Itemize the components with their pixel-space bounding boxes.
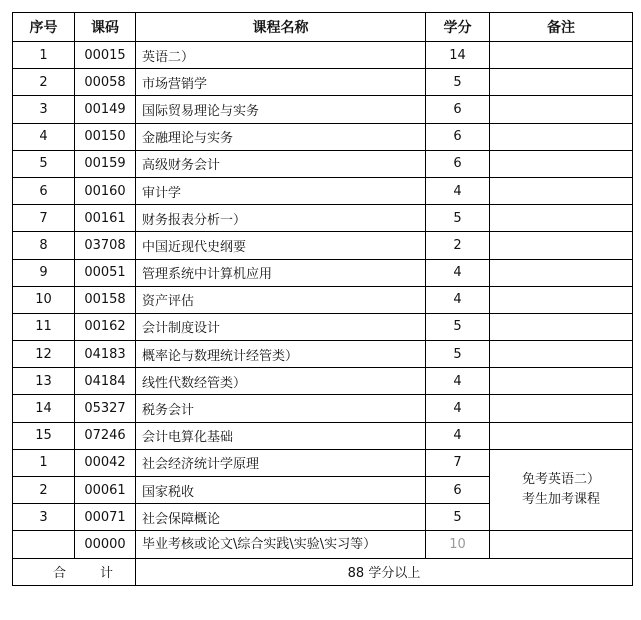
seq-cell: 1 [13, 42, 75, 69]
table-row [13, 150, 633, 177]
seq-cell: 12 [13, 341, 75, 368]
name-cell: 概率论与数理统计经管类） [136, 341, 426, 368]
total-label: 合计 [13, 558, 136, 585]
code-cell: 00061 [75, 477, 136, 504]
header-credit: 学分 [426, 13, 490, 42]
credit-cell: 5 [426, 504, 490, 531]
name-cell: 审计学 [136, 177, 426, 204]
credit-cell: 6 [426, 123, 490, 150]
extra-note-line1: 免考英语二） [521, 472, 600, 488]
seq-cell: 15 [13, 422, 75, 449]
name-cell: 英语二） [136, 42, 426, 69]
name-cell: 社会经济统计学原理 [136, 449, 426, 476]
table-row [13, 205, 633, 232]
table-row [13, 341, 633, 368]
note-cell [490, 96, 633, 123]
course-body [13, 42, 633, 586]
note-cell [490, 232, 633, 259]
name-cell: 毕业考核或论文\综合实践\实验\实习等） [136, 531, 426, 558]
table-row [13, 42, 633, 69]
name-cell: 管理系统中计算机应用 [136, 259, 426, 286]
code-cell: 00058 [75, 69, 136, 96]
table-row [13, 232, 633, 259]
code-cell: 03708 [75, 232, 136, 259]
table-row [13, 368, 633, 395]
note-cell [490, 150, 633, 177]
credit-cell: 5 [426, 313, 490, 340]
header-note: 备注 [490, 13, 633, 42]
note-cell [490, 177, 633, 204]
name-cell: 中国近现代史纲要 [136, 232, 426, 259]
header-name: 课程名称 [136, 13, 426, 42]
seq-cell: 2 [13, 477, 75, 504]
code-cell: 00161 [75, 205, 136, 232]
table-row [13, 123, 633, 150]
credit-cell: 6 [426, 150, 490, 177]
table-row [13, 177, 633, 204]
total-row [13, 558, 633, 585]
seq-cell: 14 [13, 395, 75, 422]
credit-cell: 5 [426, 341, 490, 368]
credit-cell: 5 [426, 69, 490, 96]
credit-cell: 4 [426, 368, 490, 395]
code-cell: 00162 [75, 313, 136, 340]
thesis-row [13, 531, 633, 558]
name-cell: 社会保障概论 [136, 504, 426, 531]
credit-cell: 4 [426, 177, 490, 204]
credit-cell: 14 [426, 42, 490, 69]
seq-cell: 8 [13, 232, 75, 259]
note-cell [490, 205, 633, 232]
credit-cell: 2 [426, 232, 490, 259]
seq-cell: 6 [13, 177, 75, 204]
extra-note-line2: 考生加考课程 [521, 492, 600, 508]
name-cell: 国家税收 [136, 477, 426, 504]
credit-cell: 6 [426, 477, 490, 504]
table-row [13, 259, 633, 286]
table-row [13, 422, 633, 449]
note-cell [490, 42, 633, 69]
extra-note [490, 449, 633, 531]
code-cell: 07246 [75, 422, 136, 449]
name-cell: 市场营销学 [136, 69, 426, 96]
code-cell: 00000 [75, 531, 136, 558]
table-row [13, 286, 633, 313]
name-cell: 资产评估 [136, 286, 426, 313]
code-cell: 04184 [75, 368, 136, 395]
table-row [13, 313, 633, 340]
note-cell [490, 368, 633, 395]
name-cell: 会计制度设计 [136, 313, 426, 340]
seq-cell: 11 [13, 313, 75, 340]
credit-cell: 10 [426, 531, 490, 558]
credit-cell: 4 [426, 286, 490, 313]
credit-cell: 4 [426, 395, 490, 422]
header-row [13, 13, 633, 42]
note-cell [490, 286, 633, 313]
code-cell: 00160 [75, 177, 136, 204]
extra-row [13, 449, 633, 476]
code-cell: 00071 [75, 504, 136, 531]
name-cell: 线性代数经管类） [136, 368, 426, 395]
code-cell: 00015 [75, 42, 136, 69]
name-cell: 金融理论与实务 [136, 123, 426, 150]
header-code: 课码 [75, 13, 136, 42]
credit-cell: 4 [426, 259, 490, 286]
name-cell: 税务会计 [136, 395, 426, 422]
seq-cell: 2 [13, 69, 75, 96]
name-cell: 会计电算化基础 [136, 422, 426, 449]
code-cell: 00158 [75, 286, 136, 313]
seq-cell: 3 [13, 96, 75, 123]
course-table [12, 12, 633, 586]
note-cell [490, 69, 633, 96]
seq-cell: 13 [13, 368, 75, 395]
note-cell [490, 259, 633, 286]
table-row [13, 96, 633, 123]
code-cell: 05327 [75, 395, 136, 422]
name-cell: 国际贸易理论与实务 [136, 96, 426, 123]
note-cell [490, 395, 633, 422]
seq-cell: 4 [13, 123, 75, 150]
seq-cell: 10 [13, 286, 75, 313]
table-row [13, 69, 633, 96]
credit-cell: 6 [426, 96, 490, 123]
header-seq: 序号 [13, 13, 75, 42]
code-cell: 00149 [75, 96, 136, 123]
credit-cell: 7 [426, 449, 490, 476]
credit-cell: 5 [426, 205, 490, 232]
code-cell: 00159 [75, 150, 136, 177]
note-cell [490, 341, 633, 368]
note-cell [490, 313, 633, 340]
name-cell: 高级财务会计 [136, 150, 426, 177]
seq-cell [13, 531, 75, 558]
code-cell: 00150 [75, 123, 136, 150]
note-cell [490, 422, 633, 449]
seq-cell: 3 [13, 504, 75, 531]
code-cell: 00051 [75, 259, 136, 286]
note-cell [490, 531, 633, 558]
seq-cell: 9 [13, 259, 75, 286]
seq-cell: 5 [13, 150, 75, 177]
note-cell [490, 123, 633, 150]
name-cell: 财务报表分析一） [136, 205, 426, 232]
credit-cell: 4 [426, 422, 490, 449]
seq-cell: 7 [13, 205, 75, 232]
code-cell: 04183 [75, 341, 136, 368]
table-row [13, 395, 633, 422]
seq-cell: 1 [13, 449, 75, 476]
total-value: 88 学分以上 [136, 558, 633, 585]
code-cell: 00042 [75, 449, 136, 476]
